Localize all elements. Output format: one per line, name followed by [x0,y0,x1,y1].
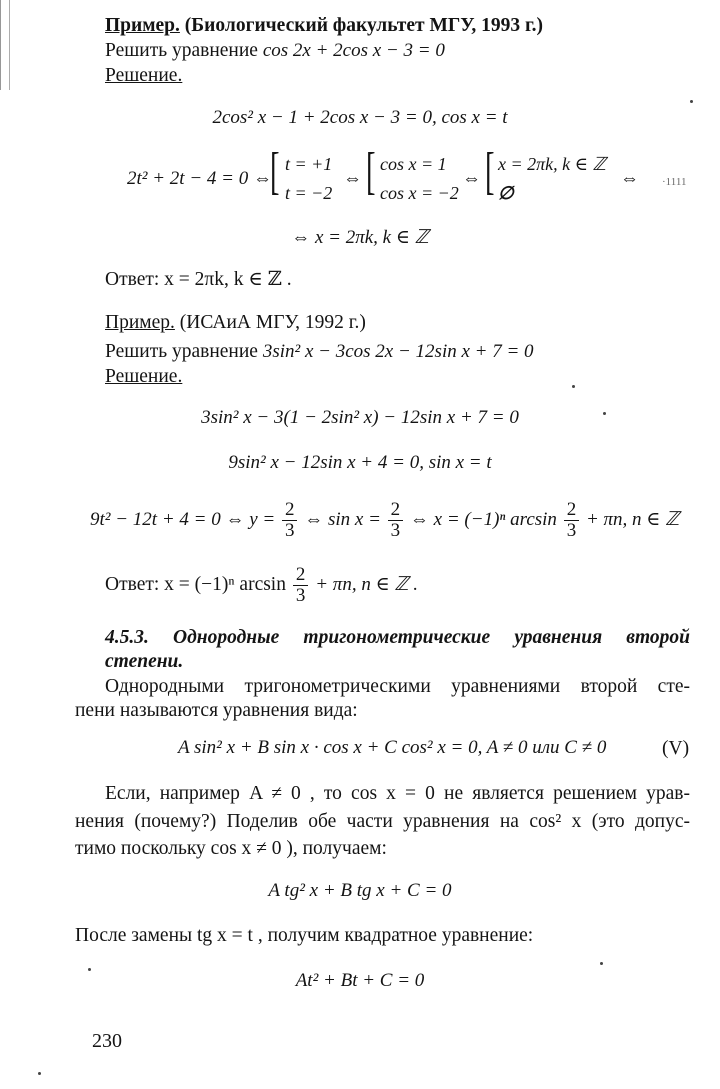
equation-part: 9t² − 12t + 4 = 0 ⇔ y = [90,509,276,530]
paragraph-line: тимо поскольку cos x ≠ 0 ), получаем: [75,838,387,859]
equation-line: ⇔ x = 2πk, k ∈ ℤ [291,227,429,248]
example-label: Пример. [105,312,175,333]
fraction-numerator: 2 [282,500,298,521]
scan-speck [88,968,91,971]
task-equation: cos 2x + 2cos x − 3 = 0 [262,40,445,61]
paragraph-line: пени называются уравнения вида: [75,700,358,721]
fraction-numerator: 2 [388,500,404,521]
task-text: Решить уравнение [105,40,258,61]
example-source: (ИСАиА МГУ, 1992 г.) [179,312,366,333]
equiv-sign: ⇔ [620,168,639,189]
example1-task [105,39,445,63]
fraction-denominator: 3 [566,520,577,542]
fraction [282,500,298,541]
scan-speck [572,385,575,388]
section-heading: 4.5.3. Однородные тригонометрические уравнения второй степени. [105,627,690,672]
side-mark: ·1111 [662,176,687,188]
paragraph-line: После замены tg x = t , получим квадратное уравнение: [75,925,534,946]
example1-header [105,14,543,38]
system-row: t = +1 [285,154,333,174]
fraction-denominator: 3 [284,520,295,542]
equation-tg: A tg² x + B tg x + C = 0 [268,880,452,901]
equiv-sign: ⇔ [462,168,481,189]
scan-speck [38,1072,41,1075]
task-text: Решить уравнение [105,341,258,362]
system-row: cos x = 1 [380,154,447,174]
system-row: ∅ [498,183,514,203]
equation-part: ⇔ sin x = [304,509,381,530]
equation-line-fractions [90,497,679,543]
task-equation: 3sin² x − 3cos 2x − 12sin x + 7 = 0 [262,341,534,362]
scan-speck [603,412,606,415]
answer-line: Ответ: x = 2πk, k ∈ ℤ . [105,269,292,290]
scan-speck [690,100,693,103]
system-row: t = −2 [285,183,333,203]
system-bracket: [ [270,143,280,200]
paragraph-line: нения (почему?) Поделив обе части уравнения на cos² x (это допус- [75,811,690,832]
fraction-numerator: 2 [564,500,580,521]
answer-part: Ответ: x = (−1)ⁿ arcsin [105,574,286,595]
paragraph-line: Однородными тригонометрическими уравнениями второй сте- [105,676,690,697]
equation-line: 2cos² x − 1 + 2cos x − 3 = 0, cos x = t [212,107,508,128]
paragraph-line: Если, например A ≠ 0 , то cos x = 0 не является решением урав- [105,783,690,804]
page-number: 230 [92,1030,122,1052]
equation-v: A sin² x + B sin x · cos x + C cos² x = 0, A ≠ 0 или C ≠ 0 [178,737,607,758]
page-edge-mark [0,0,10,90]
example2-header [105,311,366,335]
fraction-numerator: 2 [293,565,309,586]
scan-speck [600,962,603,965]
system-row: cos x = −2 [380,183,459,203]
equation-quadratic: At² + Bt + C = 0 [295,970,425,991]
system-bracket: [ [366,143,376,200]
solution-label: Решение. [105,65,183,86]
equation-tag: (V) [662,738,690,759]
equation-line: 9sin² x − 12sin x + 4 = 0, sin x = t [228,452,492,473]
example-source: (Биологический факультет МГУ, 1993 г.) [184,15,544,36]
fraction-denominator: 3 [390,520,401,542]
answer-part: + πn, n ∈ ℤ . [315,574,419,595]
system-bracket: [ [485,143,495,200]
fraction [388,500,404,541]
equation-part: ⇔ x = (−1)ⁿ arcsin [409,509,557,530]
example-label: Пример. [105,15,180,36]
equation-part: + πn, n ∈ ℤ [585,509,680,530]
answer-line [105,562,418,608]
equation-line: 3sin² x − 3(1 − 2sin² x) − 12sin x + 7 = 0 [201,407,519,428]
system-row: x = 2πk, k ∈ ℤ [498,154,606,174]
fraction [293,565,309,606]
equiv-sign: ⇔ [343,168,362,189]
equation-lhs: 2t² + 2t − 4 = 0 ⇔ [127,168,272,189]
fraction-denominator: 3 [295,585,306,607]
fraction [564,500,580,541]
solution-label: Решение. [105,366,183,387]
example2-task [105,340,534,364]
